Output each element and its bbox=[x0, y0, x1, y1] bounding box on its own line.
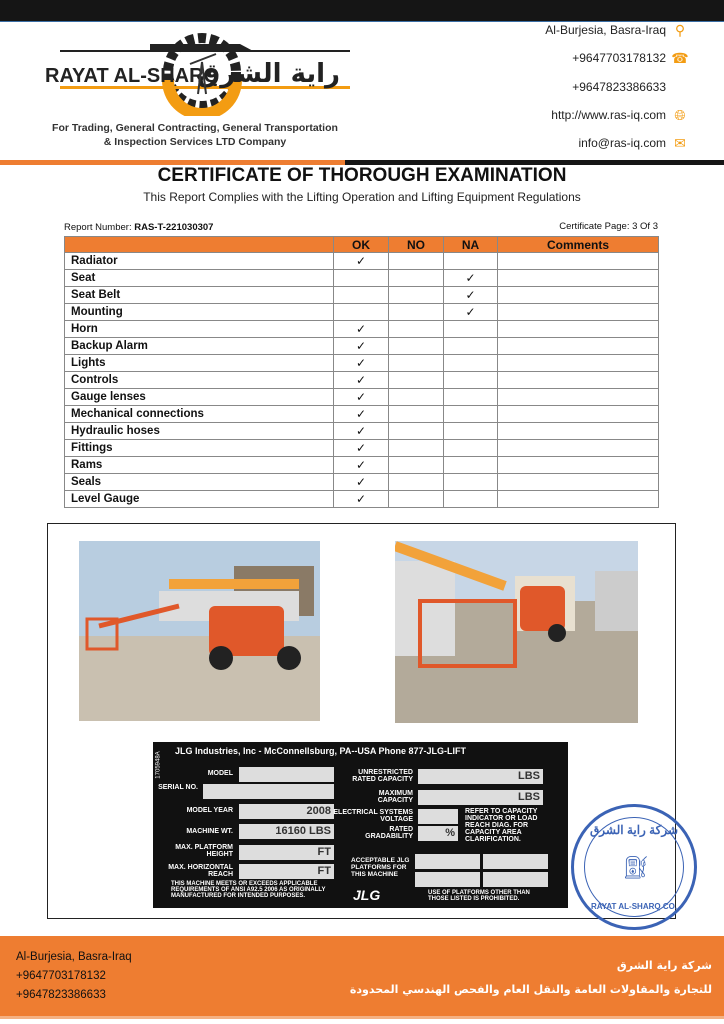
item-name: Rams bbox=[65, 457, 334, 474]
cell-na: ✓ bbox=[444, 270, 498, 287]
cell-ok: ✓ bbox=[334, 440, 389, 457]
stamp-text-ar: شركة راية الشرق bbox=[589, 823, 679, 837]
table-row bbox=[65, 474, 659, 491]
label: UNRESTRICTED RATED CAPACITY bbox=[352, 769, 413, 783]
stamp-text-en: RAYAT AL-SHARQ CO. bbox=[590, 902, 678, 911]
cell-no bbox=[389, 372, 444, 389]
cell-na bbox=[444, 253, 498, 270]
cell-na: ✓ bbox=[444, 287, 498, 304]
cell-no bbox=[389, 270, 444, 287]
label: MACHINE WT. bbox=[186, 828, 233, 835]
jlg-data-plate bbox=[153, 742, 568, 908]
label: MAX. PLATFORM HEIGHT bbox=[175, 844, 233, 858]
cell-comments bbox=[498, 253, 659, 270]
location-pin-icon: ⚲ bbox=[674, 21, 686, 38]
item-name: Backup Alarm bbox=[65, 338, 334, 355]
table-row bbox=[65, 355, 659, 372]
cell-ok: ✓ bbox=[334, 457, 389, 474]
pumpjack-icon: ⛽︎ bbox=[622, 855, 650, 880]
company-stamp bbox=[571, 804, 697, 930]
report-number-label: Report Number: bbox=[64, 222, 132, 233]
cell-comments bbox=[498, 406, 659, 423]
item-name: Mechanical connections bbox=[65, 406, 334, 423]
report-number-value: RAS-T-221030307 bbox=[134, 222, 214, 233]
footer-address: Al-Burjesia, Basra-Iraq bbox=[16, 951, 132, 963]
cell-no bbox=[389, 389, 444, 406]
phone-icon: ☎ bbox=[671, 49, 689, 66]
table-row bbox=[65, 406, 659, 423]
cell-ok: ✓ bbox=[334, 406, 389, 423]
header-ok: OK bbox=[334, 237, 389, 253]
label: SERIAL NO. bbox=[158, 784, 198, 791]
table-row bbox=[65, 372, 659, 389]
contact-website[interactable] bbox=[551, 107, 688, 123]
cell-ok bbox=[334, 270, 389, 287]
cell-ok: ✓ bbox=[334, 355, 389, 372]
logo-text-en: RAYAT AL-SHARQ bbox=[45, 65, 220, 87]
table-row bbox=[65, 491, 659, 508]
item-name: Lights bbox=[65, 355, 334, 372]
weight-value: 16160 bbox=[275, 825, 306, 837]
equipment-photo-1 bbox=[79, 541, 320, 721]
item-name: Radiator bbox=[65, 253, 334, 270]
table-row bbox=[65, 270, 659, 287]
unit: FT bbox=[239, 864, 334, 879]
cell-na bbox=[444, 321, 498, 338]
globe-icon: 🌐︎ bbox=[674, 106, 686, 123]
cell-ok: ✓ bbox=[334, 474, 389, 491]
header-na: NA bbox=[444, 237, 498, 253]
cell-na bbox=[444, 457, 498, 474]
cell-comments bbox=[498, 355, 659, 372]
ansi-text: THIS MACHINE MEETS OR EXCEEDS APPLICABLE REQUIREMENTS OF ANSI A92.5 2006 AS ORIGINALLY MANUFACTURED FOR INTENDED PURPOSES. bbox=[171, 881, 326, 899]
table-row bbox=[65, 304, 659, 321]
item-name: Seals bbox=[65, 474, 334, 491]
cell-no bbox=[389, 304, 444, 321]
cell-na bbox=[444, 406, 498, 423]
cell-comments bbox=[498, 423, 659, 440]
table-row bbox=[65, 253, 659, 270]
cell-ok bbox=[334, 304, 389, 321]
label: MODEL bbox=[207, 770, 233, 777]
unit: LBS bbox=[309, 825, 331, 837]
table-row bbox=[65, 338, 659, 355]
document-subtitle: This Report Complies with the Lifting Operation and Lifting Equipment Regulations bbox=[143, 190, 581, 204]
cell-na bbox=[444, 440, 498, 457]
cell-ok: ✓ bbox=[334, 321, 389, 338]
cell-no bbox=[389, 491, 444, 508]
cell-no bbox=[389, 253, 444, 270]
certificate-page: Certificate Page: 3 Of 3 bbox=[559, 221, 658, 232]
email-icon: ✉ bbox=[674, 134, 686, 151]
cell-na: ✓ bbox=[444, 304, 498, 321]
cell-no bbox=[389, 355, 444, 372]
label: MAXIMUM CAPACITY bbox=[377, 790, 413, 804]
table-row bbox=[65, 423, 659, 440]
company-logo bbox=[40, 24, 350, 116]
contact-phone-2 bbox=[572, 79, 688, 95]
cell-na bbox=[444, 338, 498, 355]
cell-na bbox=[444, 372, 498, 389]
contact-text: +9647703178132 bbox=[572, 51, 666, 65]
cell-comments bbox=[498, 457, 659, 474]
item-name: Seat Belt bbox=[65, 287, 334, 304]
cell-comments bbox=[498, 372, 659, 389]
item-name: Hydraulic hoses bbox=[65, 423, 334, 440]
table-row bbox=[65, 287, 659, 304]
cell-no bbox=[389, 423, 444, 440]
unit: FT bbox=[239, 845, 334, 860]
cell-comments bbox=[498, 389, 659, 406]
item-name: Gauge lenses bbox=[65, 389, 334, 406]
cell-na bbox=[444, 389, 498, 406]
footer-services-ar: للتجارة والمقاولات العامة والنقل العام والفحص الهندسي المحدودة bbox=[349, 983, 712, 996]
cell-comments bbox=[498, 474, 659, 491]
cell-ok: ✓ bbox=[334, 491, 389, 508]
unit: % bbox=[418, 826, 458, 841]
footer bbox=[0, 936, 724, 1016]
header-item bbox=[65, 237, 334, 253]
label: MODEL YEAR bbox=[186, 807, 233, 814]
cell-ok bbox=[334, 287, 389, 304]
contact-text[interactable]: info@ras-iq.com bbox=[578, 136, 666, 150]
label: ACCEPTABLE JLG PLATFORMS FOR THIS MACHINE bbox=[351, 857, 410, 878]
document-title: CERTIFICATE OF THOROUGH EXAMINATION bbox=[157, 165, 567, 186]
report-number bbox=[64, 222, 213, 233]
cell-comments bbox=[498, 287, 659, 304]
equipment-photo-2 bbox=[395, 541, 638, 723]
cell-comments bbox=[498, 491, 659, 508]
item-name: Seat bbox=[65, 270, 334, 287]
footer-phone-1: +9647703178132 bbox=[16, 970, 106, 982]
cell-no bbox=[389, 287, 444, 304]
cell-ok: ✓ bbox=[334, 423, 389, 440]
cell-comments bbox=[498, 321, 659, 338]
cell-comments bbox=[498, 440, 659, 457]
contact-phone-1 bbox=[572, 50, 688, 66]
cell-no bbox=[389, 406, 444, 423]
year-value: 2008 bbox=[239, 804, 334, 819]
prohibited-text: USE OF PLATFORMS OTHER THAN THOSE LISTED IS PROHIBITED. bbox=[428, 890, 530, 902]
label: ELECTRICAL SYSTEMS VOLTAGE bbox=[333, 809, 413, 823]
plate-code: 1705948A bbox=[155, 751, 162, 779]
cell-na bbox=[444, 491, 498, 508]
cell-no bbox=[389, 338, 444, 355]
cell-comments bbox=[498, 338, 659, 355]
table-row bbox=[65, 321, 659, 338]
cell-na bbox=[444, 423, 498, 440]
cell-comments bbox=[498, 304, 659, 321]
footer-rule bbox=[0, 1016, 724, 1019]
label: RATED GRADABILITY bbox=[365, 826, 413, 840]
item-name: Mounting bbox=[65, 304, 334, 321]
header-comments: Comments bbox=[498, 237, 659, 253]
table-row bbox=[65, 457, 659, 474]
header-no: NO bbox=[389, 237, 444, 253]
footer-phone-2: +9647823386633 bbox=[16, 989, 106, 1001]
jlg-logo: JLG bbox=[353, 887, 381, 903]
item-name: Controls bbox=[65, 372, 334, 389]
item-name: Horn bbox=[65, 321, 334, 338]
tagline-2: & Inspection Services LTD Company bbox=[103, 136, 287, 148]
contact-text[interactable]: http://www.ras-iq.com bbox=[551, 108, 666, 122]
footer-company-ar: شركة راية الشرق bbox=[616, 959, 712, 972]
svg-text:راية الشرق: راية الشرق bbox=[196, 59, 340, 89]
table-row bbox=[65, 389, 659, 406]
cell-ok: ✓ bbox=[334, 372, 389, 389]
contact-email[interactable] bbox=[578, 135, 688, 151]
unit: LBS bbox=[418, 769, 543, 784]
label: MAX. HORIZONTAL REACH bbox=[168, 864, 233, 878]
inspection-table bbox=[64, 236, 659, 508]
cell-ok: ✓ bbox=[334, 389, 389, 406]
tagline-1: For Trading, General Contracting, General Transportation bbox=[52, 122, 338, 134]
plate-header: JLG Industries, Inc - McConnellsburg, PA--USA Phone 877-JLG-LIFT bbox=[175, 746, 467, 756]
cell-ok: ✓ bbox=[334, 253, 389, 270]
contact-text: Al-Burjesia, Basra-Iraq bbox=[545, 23, 666, 37]
top-bar bbox=[0, 0, 724, 22]
cell-na bbox=[444, 355, 498, 372]
cell-ok: ✓ bbox=[334, 338, 389, 355]
unit: LBS bbox=[418, 790, 543, 805]
refer-text: REFER TO CAPACITY INDICATOR OR LOAD REACH DIAG. FOR CAPACITY AREA CLARIFICATION. bbox=[465, 808, 538, 843]
cell-na bbox=[444, 474, 498, 491]
cell-no bbox=[389, 321, 444, 338]
contact-text: +9647823386633 bbox=[572, 80, 666, 94]
cell-no bbox=[389, 440, 444, 457]
item-name: Level Gauge bbox=[65, 491, 334, 508]
cell-no bbox=[389, 474, 444, 491]
item-name: Fittings bbox=[65, 440, 334, 457]
cell-no bbox=[389, 457, 444, 474]
contact-address bbox=[545, 22, 688, 38]
table-row bbox=[65, 440, 659, 457]
cell-comments bbox=[498, 270, 659, 287]
